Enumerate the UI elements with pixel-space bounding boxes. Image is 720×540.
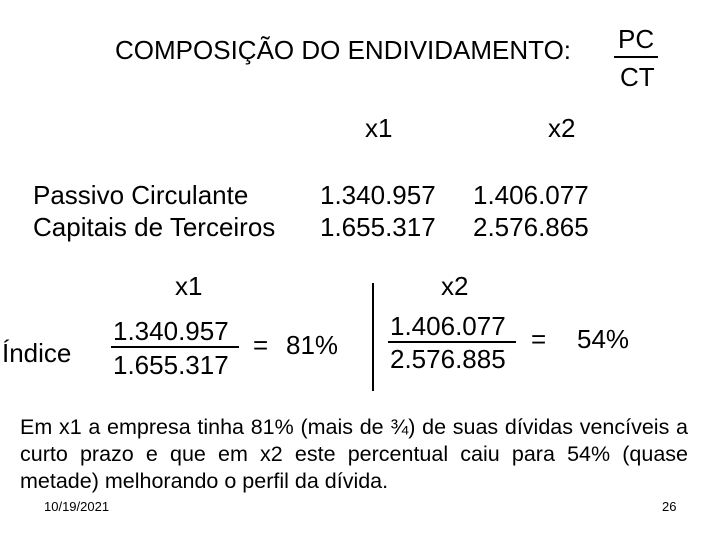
section-divider bbox=[372, 283, 374, 391]
index-x2-header: x2 bbox=[441, 271, 469, 301]
formula-title: COMPOSIÇÃO DO ENDIVIDAMENTO: bbox=[115, 35, 572, 65]
index-x1-header: x1 bbox=[175, 271, 203, 301]
index-x1-fraction-bar bbox=[111, 346, 239, 348]
conclusion-text: Em x1 a empresa tinha 81% (mais de ¾) de suas dívidas vencíveis a curto prazo e que em x2 este percentual caiu para 54% (quase metade) melhorando o perfil da dívida. bbox=[20, 415, 688, 493]
index-x1-equals: = bbox=[253, 330, 269, 360]
page-number: 26 bbox=[662, 499, 677, 514]
footer-date: 10/19/2021 bbox=[44, 499, 110, 514]
index-x2-equals: = bbox=[531, 324, 547, 354]
table-row-label: Passivo Circulante bbox=[33, 180, 249, 210]
index-x2-numerator: 1.406.077 bbox=[390, 311, 506, 341]
index-label: Índice bbox=[2, 338, 72, 368]
formula-fraction-bar bbox=[614, 56, 658, 58]
table-cell-x1: 1.655.317 bbox=[320, 212, 436, 242]
table-cell-x2: 2.576.865 bbox=[473, 212, 589, 242]
index-x1-denominator: 1.655.317 bbox=[113, 350, 229, 380]
formula-numerator: PC bbox=[618, 24, 655, 54]
table-cell-x2: 1.406.077 bbox=[473, 180, 589, 210]
index-x2-denominator: 2.576.885 bbox=[390, 344, 506, 374]
index-x1-numerator: 1.340.957 bbox=[113, 316, 229, 346]
formula-denominator: CT bbox=[620, 62, 655, 92]
index-x2-fraction-bar bbox=[388, 341, 516, 343]
table-row-label: Capitais de Terceiros bbox=[33, 212, 276, 242]
table-cell-x1: 1.340.957 bbox=[320, 180, 436, 210]
table-col-header-x2: x2 bbox=[548, 113, 576, 143]
index-x1-result: 81% bbox=[286, 330, 339, 360]
table-col-header-x1: x1 bbox=[365, 113, 393, 143]
index-x2-result: 54% bbox=[577, 324, 630, 354]
